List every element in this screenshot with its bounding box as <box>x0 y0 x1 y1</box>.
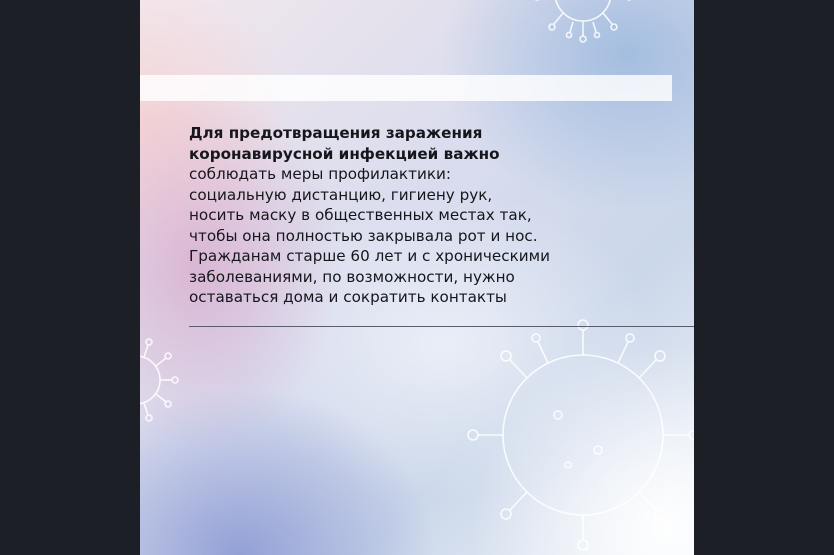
lead-text: Для предотвращения заражения коронавирусной инфекцией важно <box>189 124 500 163</box>
prevention-text <box>189 123 659 308</box>
header-banner <box>140 75 672 101</box>
info-card <box>140 0 694 555</box>
virus-icon <box>518 0 648 48</box>
body-text: соблюдать меры профилактики: социальную дистанцию, гигиену рук, носить маску в общественных местах так, чтобы она полностью закрывала рот и нос. Гражданам старше 60 лет и с хроническими заболеваниями, по возможности, нужно оставаться дома и сократить контакты <box>189 165 550 306</box>
virus-icon <box>140 330 202 430</box>
divider <box>189 326 694 327</box>
virus-icon <box>448 300 694 555</box>
